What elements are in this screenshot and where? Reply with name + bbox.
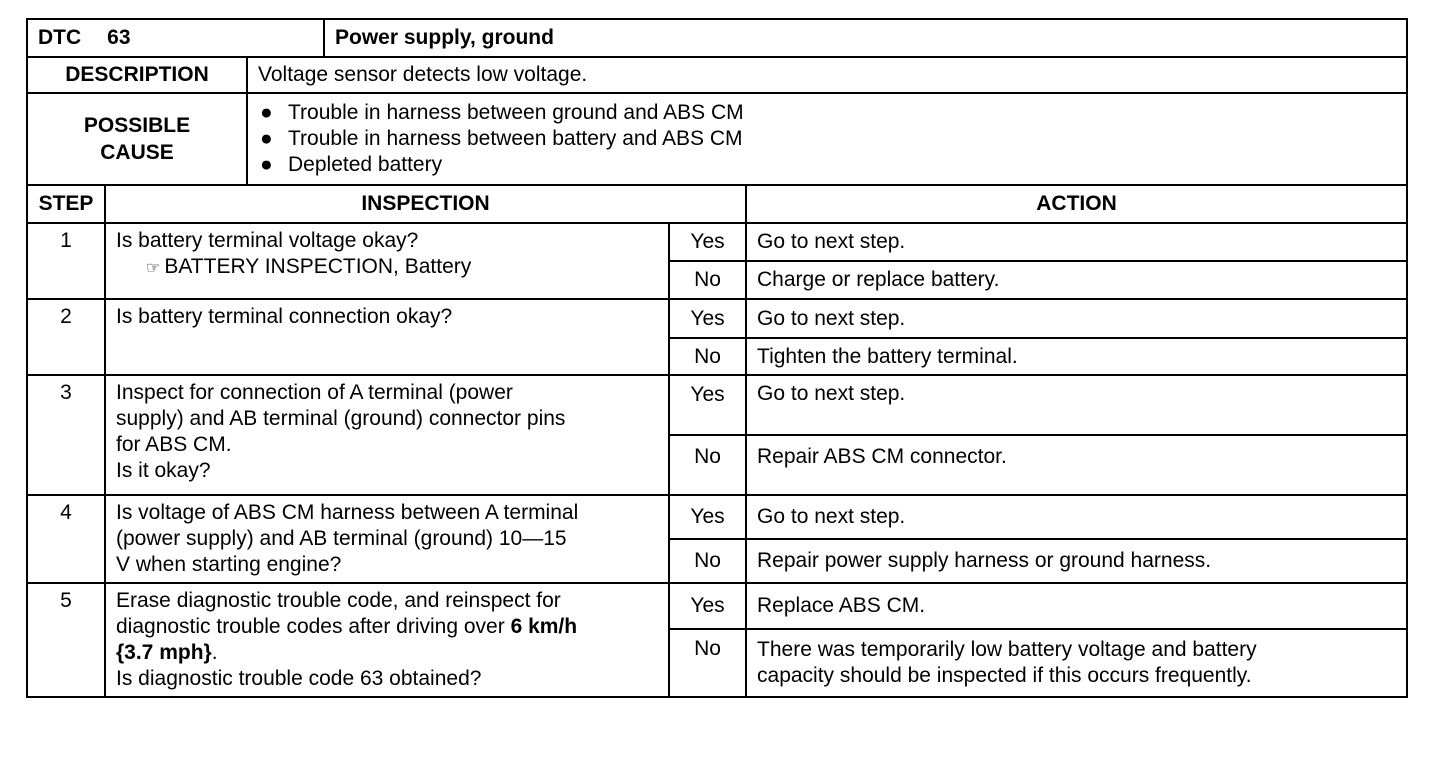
step-inspection bbox=[105, 495, 669, 583]
description-label: DESCRIPTION bbox=[27, 57, 247, 93]
speed-value: 6 km/h bbox=[510, 615, 578, 638]
yes-label: Yes bbox=[669, 375, 746, 435]
inspection-text: Inspect for connection of A terminal (power bbox=[116, 381, 513, 404]
column-header-action: ACTION bbox=[746, 185, 1407, 223]
no-label: No bbox=[669, 261, 746, 299]
inspection-text: for ABS CM. bbox=[116, 433, 232, 456]
yes-action: Go to next step. bbox=[746, 375, 1407, 435]
description-text: Voltage sensor detects low voltage. bbox=[247, 57, 1407, 93]
step-number: 3 bbox=[27, 375, 105, 495]
dtc-header-table bbox=[26, 18, 1408, 58]
speed-value-mph: {3.7 mph} bbox=[116, 641, 212, 664]
table-row bbox=[27, 223, 1407, 261]
no-action: Repair ABS CM connector. bbox=[746, 435, 1407, 495]
yes-label: Yes bbox=[669, 495, 746, 539]
step-number: 4 bbox=[27, 495, 105, 583]
inspection-text: . bbox=[211, 641, 218, 664]
reference-text: BATTERY INSPECTION, Battery bbox=[164, 255, 472, 278]
list-item bbox=[258, 100, 1406, 126]
dtc-label: DTC bbox=[38, 26, 82, 49]
step-number: 1 bbox=[27, 223, 105, 299]
inspection-text: (power supply) and AB terminal (ground) 10—15 bbox=[116, 527, 567, 550]
inspection-text: Is diagnostic trouble code 63 obtained? bbox=[116, 667, 482, 690]
reference-line bbox=[116, 254, 658, 282]
dtc-title: Power supply, ground bbox=[324, 19, 1407, 57]
no-label: No bbox=[669, 435, 746, 495]
table-row bbox=[27, 583, 1407, 629]
no-label: No bbox=[669, 629, 746, 697]
yes-label: Yes bbox=[669, 583, 746, 629]
inspection-text: diagnostic trouble codes after driving over bbox=[116, 615, 511, 638]
inspection-text: Is voltage of ABS CM harness between A terminal bbox=[116, 501, 579, 524]
step-inspection: Is battery terminal connection okay? bbox=[105, 299, 669, 375]
inspection-text: Is battery terminal voltage okay? bbox=[116, 229, 419, 252]
possible-cause-list bbox=[248, 100, 1406, 178]
inspection-text-line bbox=[116, 640, 658, 666]
dtc-info-table bbox=[26, 56, 1408, 186]
no-action bbox=[746, 629, 1407, 697]
possible-cause-list-cell bbox=[247, 93, 1407, 185]
step-inspection bbox=[105, 583, 669, 697]
table-row bbox=[27, 495, 1407, 539]
step-number: 2 bbox=[27, 299, 105, 375]
list-item bbox=[258, 126, 1406, 152]
bullet-icon: ● bbox=[260, 101, 273, 124]
inspection-steps-table bbox=[26, 184, 1408, 698]
inspection-text: Erase diagnostic trouble code, and reinspect for bbox=[116, 589, 561, 612]
no-label: No bbox=[669, 338, 746, 375]
no-action: Tighten the battery terminal. bbox=[746, 338, 1407, 375]
step-inspection bbox=[105, 375, 669, 495]
table-row bbox=[27, 299, 1407, 338]
cause-text: Trouble in harness between battery and ABS CM bbox=[288, 127, 743, 150]
list-item bbox=[258, 152, 1406, 178]
no-action: Charge or replace battery. bbox=[746, 261, 1407, 299]
possible-cause-label-line1: POSSIBLE bbox=[83, 114, 191, 137]
column-header-step: STEP bbox=[27, 185, 105, 223]
yes-action: Replace ABS CM. bbox=[746, 583, 1407, 629]
dtc-code: 63 bbox=[107, 26, 131, 49]
yes-label: Yes bbox=[669, 299, 746, 338]
yes-action: Go to next step. bbox=[746, 299, 1407, 338]
yes-action: Go to next step. bbox=[746, 223, 1407, 261]
cause-text: Depleted battery bbox=[288, 153, 443, 176]
pointing-hand-icon: ☞ bbox=[146, 260, 161, 277]
inspection-text: V when starting engine? bbox=[116, 553, 342, 576]
step-number: 5 bbox=[27, 583, 105, 697]
step-inspection bbox=[105, 223, 669, 299]
possible-cause-label-line2: CAUSE bbox=[100, 141, 174, 164]
inspection-text: supply) and AB terminal (ground) connector pins bbox=[116, 407, 566, 430]
inspection-text-line bbox=[116, 614, 658, 640]
table-row bbox=[27, 375, 1407, 435]
inspection-text: Is it okay? bbox=[116, 459, 211, 482]
bullet-icon: ● bbox=[260, 153, 273, 176]
dtc-cell bbox=[27, 19, 324, 57]
no-action-line: capacity should be inspected if this occurs frequently. bbox=[757, 664, 1252, 687]
yes-label: Yes bbox=[669, 223, 746, 261]
bullet-icon: ● bbox=[260, 127, 273, 150]
yes-action: Go to next step. bbox=[746, 495, 1407, 539]
column-header-inspection: INSPECTION bbox=[105, 185, 746, 223]
dtc-63-inspection-sheet bbox=[26, 18, 1406, 698]
no-label: No bbox=[669, 539, 746, 583]
possible-cause-label bbox=[27, 93, 247, 185]
no-action: Repair power supply harness or ground harness. bbox=[746, 539, 1407, 583]
cause-text: Trouble in harness between ground and ABS CM bbox=[288, 101, 744, 124]
no-action-line: There was temporarily low battery voltage and battery bbox=[757, 638, 1257, 661]
